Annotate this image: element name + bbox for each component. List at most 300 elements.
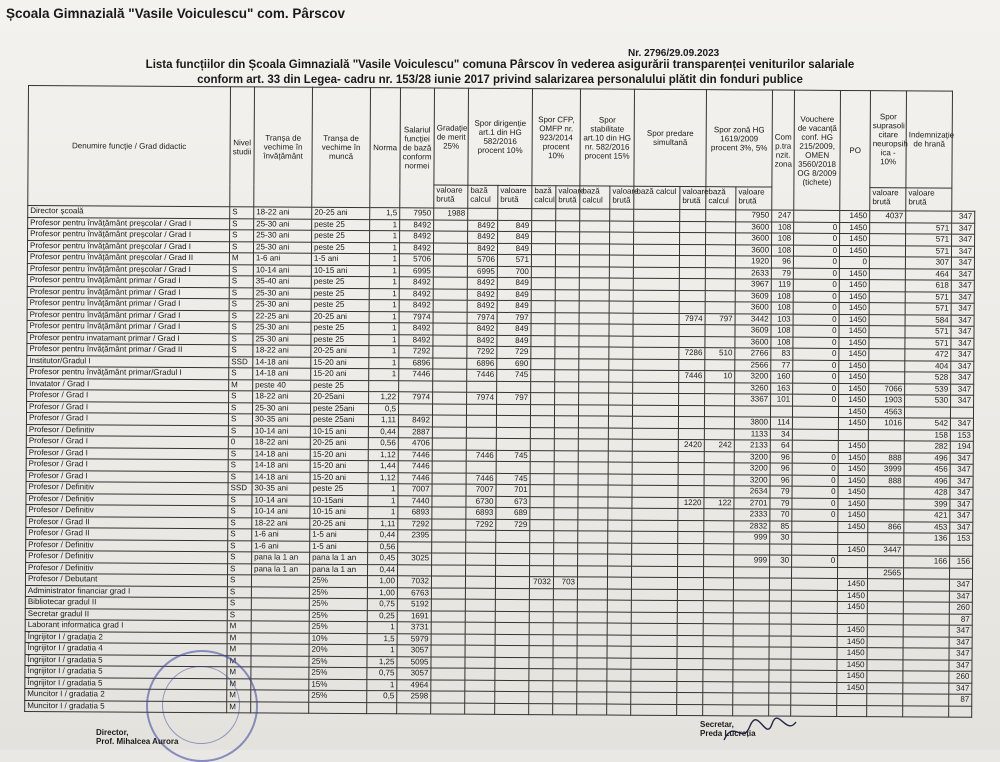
- row-cell: 1450: [840, 245, 870, 257]
- row-cell: 3967: [735, 279, 771, 291]
- row-cell: [529, 611, 553, 623]
- row-cell: [868, 441, 904, 453]
- row-cell: [868, 556, 904, 568]
- row-cell: [529, 692, 553, 704]
- row-cell: [465, 691, 495, 703]
- row-cell: [905, 406, 951, 418]
- row-cell: [608, 566, 632, 578]
- row-cell: [466, 415, 496, 427]
- row-cell: 3600: [736, 233, 772, 245]
- row-cell: 79: [770, 498, 792, 510]
- header-vouchere: Vouchere de vacanță conf. HG 215/2009, OMEN 3560/2018 OG 8/2009 (tichete): [794, 90, 841, 210]
- row-cell: [555, 278, 579, 290]
- row-cell: [837, 705, 867, 717]
- row-cell: 1-6 ani: [252, 529, 310, 541]
- row-cell: 673: [496, 496, 530, 508]
- row-cell: S: [230, 218, 254, 230]
- row-cell: 472: [905, 349, 951, 361]
- row-cell: 1-6 ani: [253, 253, 311, 265]
- row-cell: [632, 485, 678, 497]
- row-cell: 64: [770, 440, 792, 452]
- row-cell: [632, 439, 678, 451]
- row-cell: [608, 451, 632, 463]
- row-cell: [531, 266, 555, 278]
- row-cell: 4563: [869, 406, 905, 418]
- row-cell: [633, 359, 679, 371]
- row-cell: [465, 588, 495, 600]
- row-cell: [632, 497, 678, 509]
- row-cell: [867, 625, 903, 637]
- row-cell: [631, 577, 677, 589]
- row-cell: 1450: [837, 578, 867, 590]
- row-cell: [868, 533, 904, 545]
- row-cell: 700: [497, 266, 531, 278]
- row-cell: [632, 566, 678, 578]
- row-cell: [577, 623, 607, 635]
- row-cell: [678, 474, 704, 486]
- row-cell: peste 25: [312, 230, 370, 242]
- row-cell: [733, 589, 769, 601]
- row-cell: 1: [370, 231, 400, 243]
- row-cell: [704, 566, 734, 578]
- row-cell: 1: [369, 265, 399, 277]
- row-cell: 347: [952, 211, 975, 223]
- row-cell: 1: [367, 679, 397, 691]
- row-cell: 0: [793, 394, 839, 406]
- sub-valoare-bruta: valoare brută: [680, 186, 706, 209]
- row-cell: 1450: [839, 348, 869, 360]
- row-cell: 77: [771, 360, 793, 372]
- row-cell: [610, 244, 634, 256]
- row-cell: 247: [772, 210, 794, 222]
- row-cell: [869, 303, 905, 315]
- row-cell: 0: [792, 452, 838, 464]
- row-cell: [465, 657, 495, 669]
- row-cell: [869, 314, 905, 326]
- row-cell: [792, 521, 838, 533]
- row-cell: 456: [904, 464, 950, 476]
- row-cell: [633, 324, 679, 336]
- row-cell: 18-22 ani: [253, 391, 311, 403]
- row-cell: 0,5: [368, 403, 398, 415]
- row-cell: [554, 531, 578, 543]
- row-cell: [706, 244, 736, 256]
- row-cell: 3447: [868, 544, 904, 556]
- row-cell: [579, 393, 609, 405]
- row-cell: [578, 473, 608, 485]
- row-cell: [770, 544, 792, 556]
- row-cell: [867, 694, 903, 706]
- row-cell: [610, 221, 634, 233]
- header-norma: Norma: [370, 88, 401, 208]
- row-cell: [431, 645, 465, 657]
- row-cell: 22-25 ani: [253, 310, 311, 322]
- row-cell: 1450: [838, 498, 868, 510]
- row-cell: 1450: [839, 337, 869, 349]
- row-cell: 797: [497, 392, 531, 404]
- row-cell: [608, 520, 632, 532]
- row-cell: 1: [369, 323, 399, 335]
- row-cell: [608, 439, 632, 451]
- row-cell: 6896: [467, 358, 497, 370]
- row-cell: 10-14 ani: [252, 494, 310, 506]
- row-cell: [433, 311, 467, 323]
- row-cell: 15%: [309, 679, 367, 691]
- row-cell: [906, 211, 952, 223]
- row-cell: 2832: [734, 520, 770, 532]
- secretar-name: Preda Lucreția: [700, 729, 756, 738]
- row-cell: 571: [905, 291, 951, 303]
- row-cell: [579, 358, 609, 370]
- row-cell: 2565: [868, 567, 904, 579]
- row-cell: [433, 380, 467, 392]
- row-cell: 7032: [397, 576, 431, 588]
- row-cell: [555, 312, 579, 324]
- row-cell: [554, 473, 578, 485]
- row-function-name: Profesor / Definitiv: [26, 539, 228, 552]
- row-cell: 108: [772, 233, 794, 245]
- row-cell: 1450: [838, 544, 868, 556]
- row-cell: [705, 256, 735, 268]
- row-cell: [704, 555, 734, 567]
- row-cell: 7292: [398, 518, 432, 530]
- row-cell: [608, 474, 632, 486]
- row-cell: [434, 219, 468, 231]
- row-cell: [577, 692, 607, 704]
- row-cell: [733, 578, 769, 590]
- row-cell: 1903: [869, 395, 905, 407]
- row-function-name: Profesor / Definitiv: [26, 424, 228, 437]
- row-cell: [869, 349, 905, 361]
- row-cell: [607, 623, 631, 635]
- row-cell: [530, 565, 554, 577]
- row-cell: [677, 681, 703, 693]
- row-cell: [555, 404, 579, 416]
- row-cell: [578, 508, 608, 520]
- row-cell: [496, 427, 530, 439]
- row-cell: [555, 255, 579, 267]
- row-cell: [579, 266, 609, 278]
- row-cell: [904, 567, 950, 579]
- row-cell: 1,12: [368, 472, 398, 484]
- row-cell: [580, 220, 610, 232]
- row-cell: 1450: [837, 682, 867, 694]
- row-cell: [678, 416, 704, 428]
- row-cell: [251, 655, 309, 667]
- row-cell: 7950: [736, 210, 772, 222]
- row-cell: 30: [770, 555, 792, 567]
- row-cell: [553, 657, 577, 669]
- row-cell: 2598: [397, 691, 431, 703]
- row-function-name: Profesor pentru învățământ primar / Grad I: [27, 309, 229, 322]
- row-cell: 347: [951, 384, 974, 396]
- row-cell: 849: [497, 277, 531, 289]
- row-cell: [705, 325, 735, 337]
- row-cell: 2420: [678, 439, 704, 451]
- row-cell: [397, 702, 431, 714]
- row-cell: [434, 231, 468, 243]
- row-cell: [869, 257, 905, 269]
- row-cell: [869, 280, 905, 292]
- row-cell: 6893: [398, 507, 432, 519]
- row-cell: 496: [904, 452, 950, 464]
- row-cell: 0,25: [367, 610, 397, 622]
- row-cell: [555, 324, 579, 336]
- school-title: Școala Gimnazială "Vasile Voiculescu" com. Pârscov: [6, 6, 345, 21]
- row-cell: 347: [952, 234, 975, 246]
- row-cell: S: [228, 552, 252, 564]
- row-cell: 0: [793, 291, 839, 303]
- row-cell: [610, 209, 634, 221]
- row-cell: M: [227, 701, 251, 713]
- row-cell: 108: [771, 337, 793, 349]
- row-cell: 1: [368, 484, 398, 496]
- row-cell: [431, 679, 465, 691]
- row-cell: 108: [772, 245, 794, 257]
- row-cell: 25%: [309, 690, 367, 702]
- row-cell: 7974: [399, 392, 433, 404]
- row-cell: 3609: [735, 325, 771, 337]
- row-cell: 160: [771, 371, 793, 383]
- row-cell: [631, 704, 677, 716]
- row-cell: 3600: [735, 302, 771, 314]
- row-function-name: Institutor/Gradul I: [27, 355, 229, 368]
- row-cell: [792, 567, 838, 579]
- row-cell: 1: [368, 495, 398, 507]
- row-cell: 7446: [466, 473, 496, 485]
- row-cell: [578, 450, 608, 462]
- row-cell: 849: [498, 231, 532, 243]
- row-cell: 745: [496, 450, 530, 462]
- row-cell: 888: [868, 475, 904, 487]
- row-cell: [495, 645, 529, 657]
- row-cell: 2395: [398, 530, 432, 542]
- row-cell: 307: [905, 257, 951, 269]
- row-cell: 166: [904, 556, 950, 568]
- row-cell: 1450: [837, 590, 867, 602]
- row-cell: 83: [771, 348, 793, 360]
- row-cell: [791, 624, 837, 636]
- row-cell: 8492: [399, 277, 433, 289]
- row-cell: [465, 668, 495, 680]
- row-function-name: Profesor / Grad I: [26, 458, 228, 471]
- row-cell: [399, 380, 433, 392]
- row-function-name: Profesor / Grad I: [26, 412, 228, 425]
- row-cell: [496, 565, 530, 577]
- row-cell: 3442: [735, 313, 771, 325]
- row-function-name: Profesor pentru invatamant primar / Grad I: [27, 332, 229, 345]
- row-cell: [951, 407, 974, 419]
- row-cell: 584: [905, 314, 951, 326]
- row-cell: [468, 208, 498, 220]
- sub-valoare-bruta: valoare brută: [736, 187, 772, 210]
- row-cell: [555, 358, 579, 370]
- row-cell: 7446: [399, 369, 433, 381]
- row-cell: [554, 554, 578, 566]
- row-function-name: Profesor / Definitiv: [26, 562, 228, 575]
- row-cell: [609, 324, 633, 336]
- row-cell: [608, 462, 632, 474]
- row-cell: [398, 403, 432, 415]
- row-cell: 8492: [400, 231, 434, 243]
- row-cell: [632, 520, 678, 532]
- row-cell: S: [230, 230, 254, 242]
- row-cell: [903, 636, 949, 648]
- row-cell: 1450: [840, 210, 870, 222]
- header-salariu: Salariul funcției de bază conform normei: [400, 88, 435, 208]
- row-cell: [553, 611, 577, 623]
- row-cell: [631, 589, 677, 601]
- row-cell: 347: [951, 269, 974, 281]
- row-cell: [869, 337, 905, 349]
- row-cell: [531, 324, 555, 336]
- row-cell: [578, 531, 608, 543]
- header-zona: Spor zonă HG 1619/2009 procent 3%, 5%: [706, 90, 773, 187]
- row-cell: 7974: [467, 392, 497, 404]
- row-cell: [903, 705, 949, 717]
- row-cell: [431, 622, 465, 634]
- row-cell: [677, 704, 703, 716]
- row-cell: 7974: [467, 312, 497, 324]
- row-cell: [631, 600, 677, 612]
- row-cell: 6763: [397, 587, 431, 599]
- row-cell: 10-15ani: [310, 495, 368, 507]
- row-cell: [580, 232, 610, 244]
- row-cell: [554, 485, 578, 497]
- row-cell: [769, 693, 791, 705]
- header-gradatie: Gradație de merit 25%: [434, 88, 469, 185]
- row-cell: 1450: [839, 279, 869, 291]
- row-cell: 7446: [398, 449, 432, 461]
- row-cell: [867, 648, 903, 660]
- row-cell: 25-30 ani: [253, 333, 311, 345]
- row-cell: [577, 657, 607, 669]
- row-cell: [579, 289, 609, 301]
- row-cell: 999: [734, 555, 770, 567]
- row-cell: [433, 265, 467, 277]
- row-cell: 1,5: [367, 633, 397, 645]
- row-cell: [791, 682, 837, 694]
- row-cell: [577, 680, 607, 692]
- row-cell: 347: [949, 683, 972, 695]
- row-cell: [532, 232, 556, 244]
- row-cell: 8492: [467, 323, 497, 335]
- row-cell: 87: [949, 694, 972, 706]
- row-cell: [949, 706, 972, 718]
- row-cell: 849: [498, 220, 532, 232]
- row-cell: 6896: [399, 357, 433, 369]
- row-cell: S: [228, 529, 252, 541]
- row-cell: 20-25 ani: [312, 207, 370, 219]
- row-cell: [432, 403, 466, 415]
- row-cell: [609, 405, 633, 417]
- row-cell: [704, 474, 734, 486]
- row-cell: 3999: [868, 464, 904, 476]
- row-cell: [704, 509, 734, 521]
- row-cell: 0: [793, 256, 839, 268]
- row-cell: [497, 381, 531, 393]
- row-cell: [704, 486, 734, 498]
- row-cell: 347: [951, 292, 974, 304]
- row-cell: [679, 359, 705, 371]
- row-cell: [678, 531, 704, 543]
- row-cell: 20-25 ani: [311, 311, 369, 323]
- row-cell: 1133: [734, 428, 770, 440]
- row-function-name: Profesor pentru învățământ preșcolar / Grad II: [27, 251, 229, 264]
- row-cell: 25-30 ani: [254, 230, 312, 242]
- row-cell: [555, 301, 579, 313]
- row-cell: [529, 703, 553, 715]
- row-cell: [769, 636, 791, 648]
- row-cell: [631, 635, 677, 647]
- row-cell: [465, 645, 495, 657]
- row-cell: [733, 670, 769, 682]
- row-cell: 7446: [466, 450, 496, 462]
- row-cell: [704, 543, 734, 555]
- row-cell: 0,44: [368, 530, 398, 542]
- row-cell: [733, 601, 769, 613]
- row-cell: 347: [951, 338, 974, 350]
- row-cell: [903, 659, 949, 671]
- row-cell: [578, 519, 608, 531]
- row-cell: 2333: [734, 509, 770, 521]
- row-cell: [433, 288, 467, 300]
- row-cell: 1450: [838, 417, 868, 429]
- row-cell: 1450: [840, 233, 870, 245]
- row-cell: 1450: [838, 509, 868, 521]
- row-cell: [531, 289, 555, 301]
- row-cell: [531, 335, 555, 347]
- row-cell: 10-14 ani: [253, 264, 311, 276]
- row-cell: [677, 623, 703, 635]
- row-cell: [678, 451, 704, 463]
- row-cell: [398, 541, 432, 553]
- sub-baza-calcul: bază calcul: [468, 185, 498, 208]
- row-cell: [530, 485, 554, 497]
- sub-valoare-bruta: valoare brută: [498, 185, 532, 208]
- row-cell: 0,75: [367, 599, 397, 611]
- row-cell: [553, 680, 577, 692]
- row-cell: 7446: [398, 472, 432, 484]
- row-cell: [680, 209, 706, 221]
- row-cell: 428: [904, 487, 950, 499]
- row-cell: [631, 669, 677, 681]
- row-cell: [794, 210, 840, 222]
- row-function-name: Bibliotecar gradul II: [25, 596, 227, 609]
- row-cell: 25%: [309, 575, 367, 587]
- row-cell: peste 25ani: [310, 414, 368, 426]
- row-cell: 1450: [839, 371, 869, 383]
- row-cell: [609, 370, 633, 382]
- row-cell: 108: [771, 302, 793, 314]
- header-transa-munca: Tranșa de vechime în muncă: [312, 87, 371, 207]
- row-cell: [531, 358, 555, 370]
- row-cell: 1450: [838, 440, 868, 452]
- row-cell: [465, 576, 495, 588]
- row-cell: 1,11: [368, 518, 398, 530]
- row-cell: 0: [793, 302, 839, 314]
- sub-baza-calcul: bază calcul: [532, 186, 556, 209]
- row-cell: 347: [949, 648, 972, 660]
- row-cell: 6995: [399, 265, 433, 277]
- document-title-line1: Lista funcțiilor din Școala Gimnazială "Vasile Voiculescu" comuna Pârscov în vederea asigurării transparenței veniturilor salariale: [145, 59, 855, 71]
- row-cell: 7292: [399, 346, 433, 358]
- row-cell: [577, 669, 607, 681]
- row-cell: 3057: [397, 645, 431, 657]
- row-cell: [555, 370, 579, 382]
- row-cell: 1691: [397, 610, 431, 622]
- row-cell: 1450: [837, 624, 867, 636]
